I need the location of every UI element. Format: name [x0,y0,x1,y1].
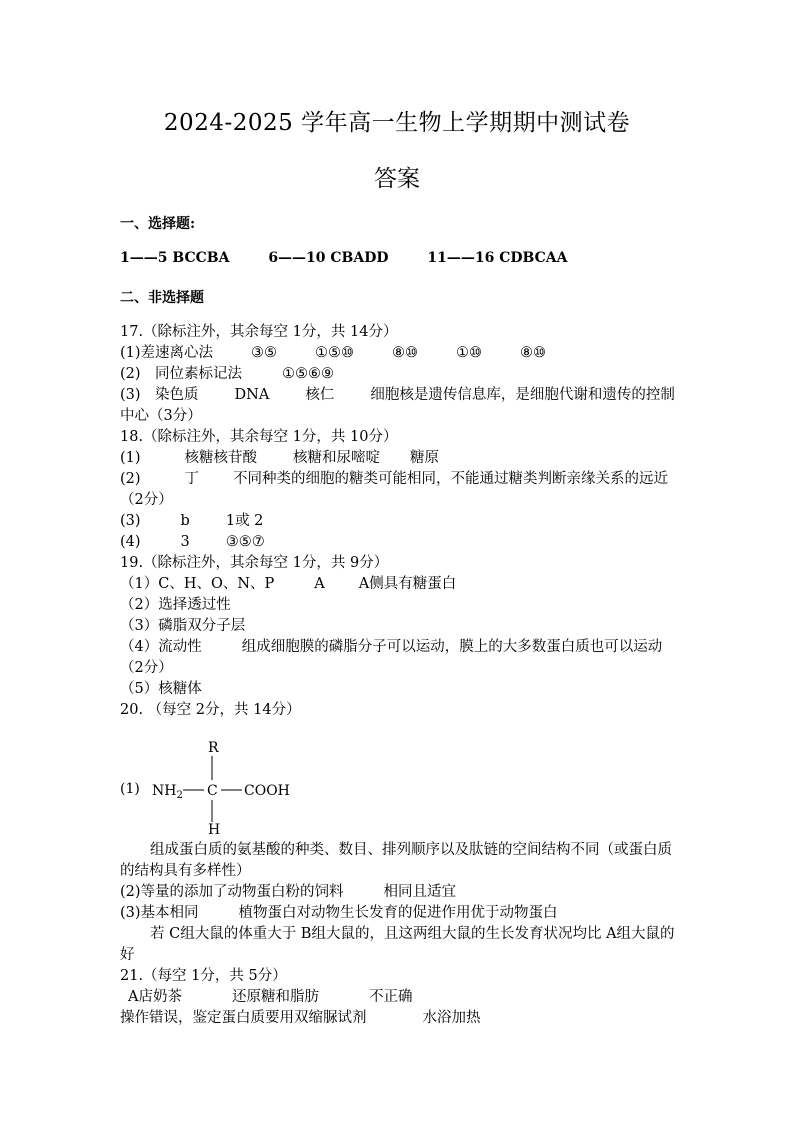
answer-text: ①⑩ [456,345,483,361]
q20-line-4: 若 C组大鼠的体重大于 B组大鼠的，且这两组大鼠的生长发育状况均比 A组大鼠的好 [120,926,675,963]
page-title: 2024-2025 学年高一生物上学期期中测试卷 [163,110,631,136]
answer-text: A店奶茶 [128,989,182,1005]
answer-text: (2)等量的添加了动物蛋白粉的饲料 [120,884,344,900]
answer-text: ①⑤⑥⑨ [282,366,335,382]
answer-text: 不正确 [368,989,413,1005]
q20-line-2 [120,882,680,903]
answer-text: 1或 2 [225,513,264,529]
q18-line-2 [120,469,680,511]
q19-line-2: （2）选择透过性 [120,597,231,613]
section-heading-non-choice: 二、非选择题 [120,290,204,306]
q18-line-3 [120,511,680,532]
q19-line-1 [120,574,680,595]
answer-text: ③⑤⑦ [225,534,265,550]
answer-text: (4) [120,534,141,550]
mc-answer-group: 11——16 CDBCAA [427,250,568,266]
amino-acid-structure-diagram [120,724,360,834]
hydrogen-label: H [208,822,221,834]
answer-text: 组成细胞膜的磷脂分子可以运动，膜上的大多数蛋白质也可以运动（2分） [120,639,663,676]
q17-line-3 [120,385,680,427]
q21-line-1 [120,987,680,1008]
central-carbon-label: C [207,783,218,799]
answers-body [120,322,680,1029]
answer-text: ①⑤⑩ [315,345,355,361]
answer-text: (1)差速离心法 [120,345,214,361]
answer-text: ⑧⑩ [392,345,419,361]
q20-line-1: 组成蛋白质的氨基酸的种类、数目、排列顺序以及肽链的空间结构不同（或蛋白质的结构具有多样性） [120,842,672,879]
answer-text: 植物蛋白对动物生长发育的促进作用优于动物蛋白 [238,905,558,921]
amino-acid-structure [120,724,680,834]
answer-text: ⑧⑩ [520,345,547,361]
answer-text: DNA [234,387,270,403]
mc-answer-group: 1——5 BCCBA [120,250,230,266]
carboxyl-group-label: COOH [244,783,290,799]
answer-text: 核糖核苷酸 [184,450,258,466]
q21-header: 21.（每空 1分，共 5分） [120,968,287,984]
answer-text: 3 [180,534,190,550]
answer-text: A [314,576,325,592]
amino-group-label: $NH_2$ [152,783,183,801]
q18-line-4 [120,532,680,553]
structure-label: (1) [120,781,140,797]
answer-text: 不同种类的细胞的糖类可能相同，不能通过糖类判断亲缘关系的远近（2分） [120,471,669,508]
mc-answer-group: 6——10 CBADD [268,250,389,266]
answer-text: ③⑤ [251,345,278,361]
answer-text: 细胞核是遗传信息库，是细胞代谢和遗传的控制中心（3分） [120,387,675,424]
q20-header: 20. （每空 2分，共 14分） [120,702,301,718]
multiple-choice-answers [120,250,602,266]
answer-text: (2) [120,471,141,487]
q21-line-2 [120,1008,680,1029]
answer-text: b [180,513,190,529]
r-group-label: R [208,740,219,756]
answer-text: A侧具有糖蛋白 [358,576,457,592]
q19-line-5: （5）核糖体 [120,681,202,697]
q17-line-2 [120,364,680,385]
answer-text: (2) 同位素标记法 [120,366,243,382]
answer-text: 操作错误，鉴定蛋白质要用双缩脲试剂 [120,1010,367,1026]
page-subtitle: 答案 [374,166,420,192]
answer-text: 核糖和尿嘧啶 [293,450,381,466]
q20-line-3 [120,903,680,924]
answer-text: (3) 染色质 [120,387,199,403]
answer-text: 水浴加热 [422,1010,481,1026]
answer-text: (3) [120,513,141,529]
q19-line-3: （3）磷脂双分子层 [120,618,246,634]
answer-text: (1) [120,450,141,466]
answer-text: 糖原 [410,450,440,466]
answer-text: 相同且适宜 [383,884,457,900]
answer-text: （4）流动性 [120,639,202,655]
answer-text: （1）C、H、O、N、P [120,576,275,592]
answer-text: 还原糖和脂肪 [231,989,319,1005]
q17-header: 17.（除标注外，其余每空 1分，共 14分） [120,324,398,340]
q19-header: 19.（除标注外，其余每空 1分，共 9分） [120,555,389,571]
answer-text: 丁 [184,471,200,487]
answer-text: (3)基本相同 [120,905,199,921]
q19-line-4 [120,637,680,679]
answer-text: 核仁 [305,387,335,403]
q18-line-1 [120,448,680,469]
section-heading-multiple-choice: 一、选择题: [120,216,196,232]
q17-line-1 [120,343,680,364]
q18-header: 18.（除标注外，其余每空 1分，共 10分） [120,429,398,445]
